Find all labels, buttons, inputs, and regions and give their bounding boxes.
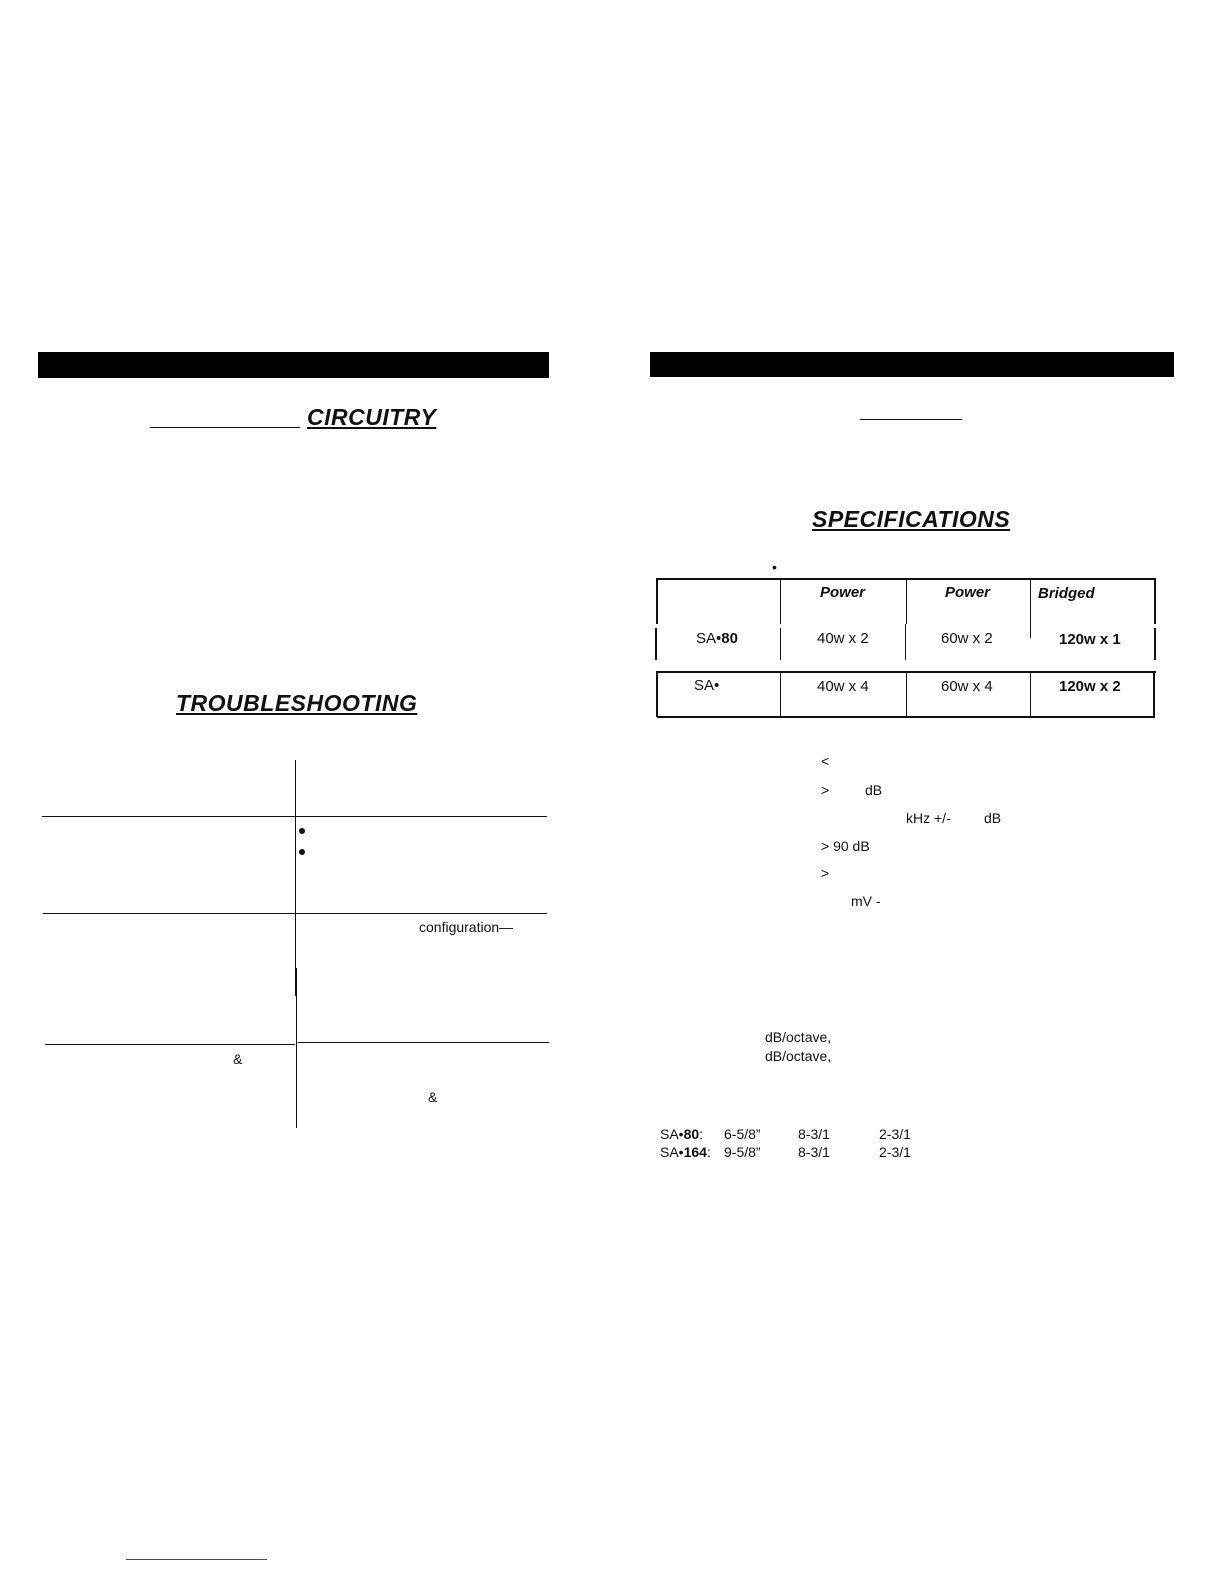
power-table-row1-col3: 120w x 1 bbox=[1059, 631, 1121, 648]
power-table-col2-divider-2 bbox=[905, 624, 906, 660]
troubleshooting-table-rule-2 bbox=[43, 913, 547, 914]
model-prefix: SA• bbox=[696, 630, 722, 647]
power-table-col1-divider-1 bbox=[780, 580, 781, 624]
dimensions-model bbox=[660, 1145, 711, 1159]
crossover-line-1: dB/octave, bbox=[765, 1029, 832, 1045]
power-table-row2-model bbox=[694, 678, 719, 693]
spec-line-2b: dB bbox=[865, 782, 883, 798]
power-table-right-edge-2 bbox=[1154, 628, 1156, 660]
power-table-right-edge-3 bbox=[1153, 673, 1155, 717]
model-number: 164 bbox=[683, 1144, 707, 1160]
ampersand-right: & bbox=[428, 1089, 438, 1105]
model-prefix: SA• bbox=[660, 1144, 684, 1160]
power-table-col3-divider-3 bbox=[1030, 673, 1031, 717]
bullet-mark: • bbox=[772, 559, 777, 575]
power-table-col1-divider-2 bbox=[780, 628, 781, 660]
troubleshooting-heading: TROUBLESHOOTING bbox=[176, 690, 418, 716]
power-table-bottom-rule bbox=[657, 716, 1155, 718]
power-table-col2-divider-3 bbox=[906, 673, 907, 717]
spec-line-3b: dB bbox=[984, 810, 1002, 826]
model-number: 80 bbox=[683, 1126, 700, 1142]
troubleshooting-table-rule-3b bbox=[298, 1042, 549, 1043]
troubleshooting-bullet-2 bbox=[299, 849, 305, 855]
model-prefix: SA• bbox=[694, 677, 720, 694]
dimension-a: 9-5/8” bbox=[724, 1144, 761, 1160]
troubleshooting-bullet-1 bbox=[299, 828, 305, 834]
spec-line-5: > bbox=[821, 865, 830, 881]
spec-line-6: mV - bbox=[851, 893, 881, 909]
power-table-row2-col3: 120w x 2 bbox=[1059, 678, 1121, 695]
power-table-left-edge-2 bbox=[655, 628, 657, 660]
dimension-c: 2-3/1 bbox=[879, 1126, 911, 1142]
dimension-a: 6-5/8” bbox=[724, 1126, 761, 1142]
power-table-right-edge-1 bbox=[1154, 580, 1156, 624]
dimension-c: 2-3/1 bbox=[879, 1144, 911, 1160]
troubleshooting-table-divider-top bbox=[295, 760, 296, 970]
spec-line-1: < bbox=[821, 753, 830, 769]
power-table-row1-col1: 40w x 2 bbox=[817, 630, 869, 647]
spec-line-3a: kHz +/- bbox=[906, 810, 951, 826]
right-header-bar bbox=[650, 352, 1174, 377]
circuitry-title-underline bbox=[150, 427, 300, 428]
power-table-col2-divider-1 bbox=[906, 580, 907, 624]
power-table-left-edge-3 bbox=[656, 671, 658, 717]
crossover-line-2: dB/octave, bbox=[765, 1048, 832, 1064]
troubleshooting-table-rule-1 bbox=[42, 816, 547, 817]
power-table-col1-divider-3 bbox=[780, 673, 781, 717]
model-suffix: : bbox=[706, 1144, 711, 1160]
troubleshooting-table-divider-mid bbox=[295, 968, 297, 996]
power-table-header-bridged: Bridged bbox=[1038, 585, 1095, 602]
power-table-header-power-2: Power bbox=[945, 584, 991, 601]
dimension-b: 8-3/1 bbox=[798, 1126, 830, 1142]
power-table-row1-col2: 60w x 2 bbox=[941, 630, 993, 647]
power-table-row2-col2: 60w x 4 bbox=[941, 678, 993, 695]
right-title-underline bbox=[860, 419, 962, 420]
spec-line-4: > 90 dB bbox=[821, 838, 870, 854]
power-table-left-edge-1 bbox=[656, 578, 658, 624]
ampersand-left: & bbox=[233, 1051, 243, 1067]
circuitry-heading: CIRCUITRY bbox=[307, 404, 437, 430]
power-table-col3-divider-2 bbox=[1030, 624, 1031, 638]
power-table-row2-col1: 40w x 4 bbox=[817, 678, 869, 695]
specifications-heading: SPECIFICATIONS bbox=[812, 506, 1011, 532]
model-suffix: : bbox=[699, 1126, 704, 1142]
power-table-col3-divider-1 bbox=[1030, 580, 1031, 624]
troubleshooting-table-divider-bottom bbox=[296, 996, 297, 1128]
footer-rule bbox=[126, 1559, 267, 1560]
model-number: 80 bbox=[721, 630, 738, 647]
power-table-row1-model bbox=[696, 631, 738, 646]
spec-line-2a: > bbox=[821, 782, 830, 798]
left-header-bar bbox=[38, 352, 549, 378]
model-prefix: SA• bbox=[660, 1126, 684, 1142]
troubleshooting-table-rule-3a bbox=[45, 1044, 295, 1045]
configuration-text: configuration— bbox=[419, 919, 514, 935]
dimension-b: 8-3/1 bbox=[798, 1144, 830, 1160]
power-table-header-power-1: Power bbox=[820, 584, 866, 601]
dimensions-model bbox=[660, 1127, 703, 1141]
